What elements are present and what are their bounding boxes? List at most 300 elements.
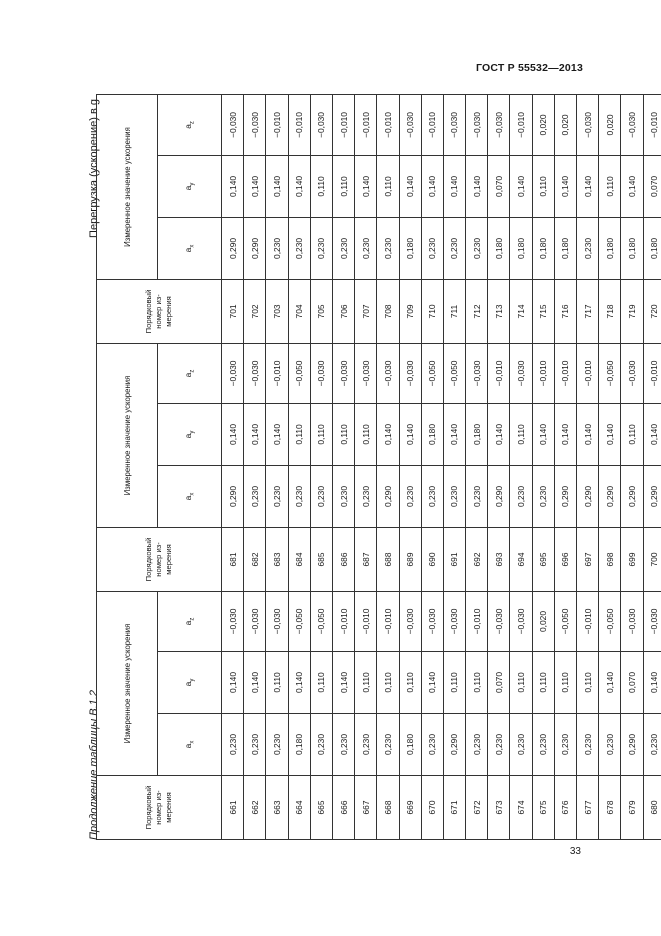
acceleration-value-cell: 0,020	[532, 591, 554, 651]
acceleration-value-cell: −0,050	[443, 343, 465, 403]
table-row	[244, 94, 266, 839]
acceleration-value-cell: 0,110	[332, 155, 354, 217]
measurement-number-cell: 663	[266, 776, 288, 840]
acceleration-value-cell: 0,230	[266, 217, 288, 279]
acceleration-value-cell: −0,030	[244, 343, 266, 403]
acceleration-value-cell: 0,070	[643, 155, 661, 217]
acceleration-value-cell: −0,030	[310, 94, 332, 155]
acceleration-value-cell: 0,230	[355, 465, 377, 527]
axis-base: a	[183, 124, 194, 129]
table-row	[466, 94, 488, 839]
acceleration-value-cell: −0,010	[332, 591, 354, 651]
measurement-number-cell: 673	[488, 776, 510, 840]
measurement-number-cell: 690	[421, 527, 443, 591]
measurement-number-cell: 686	[332, 527, 354, 591]
acceleration-value-cell: −0,010	[643, 94, 661, 155]
acceleration-value-cell: 0,140	[488, 403, 510, 465]
acceleration-value-cell: 0,110	[310, 652, 332, 714]
acceleration-value-cell: 0,290	[488, 465, 510, 527]
measurement-number-cell: 705	[310, 279, 332, 343]
measurement-number-cell: 680	[643, 776, 661, 840]
acceleration-value-cell: −0,010	[466, 591, 488, 651]
acceleration-value-cell: 0,140	[399, 403, 421, 465]
measurement-number-cell: 672	[466, 776, 488, 840]
acceleration-value-cell: −0,030	[466, 343, 488, 403]
acceleration-value-cell: −0,010	[355, 94, 377, 155]
acceleration-value-cell: 0,290	[621, 465, 643, 527]
axis-base: a	[183, 185, 194, 191]
acceleration-value-cell: 0,180	[488, 217, 510, 279]
axis-base: a	[183, 743, 194, 749]
acceleration-value-cell: 0,140	[288, 155, 310, 217]
acceleration-value-cell: −0,030	[399, 591, 421, 651]
acceleration-value-cell: 0,230	[244, 465, 266, 527]
acceleration-value-cell: 0,140	[332, 652, 354, 714]
acceleration-value-cell: 0,290	[377, 465, 399, 527]
acceleration-value-cell: 0,230	[532, 714, 554, 776]
acceleration-value-cell: 0,230	[310, 714, 332, 776]
acceleration-value-cell: 0,110	[288, 403, 310, 465]
acceleration-value-cell: 0,230	[355, 217, 377, 279]
acceleration-value-cell: 0,230	[421, 714, 443, 776]
seq-column-header: Порядковый номер из- мерения	[97, 279, 222, 343]
acceleration-value-cell: 0,140	[266, 155, 288, 217]
acceleration-value-cell: −0,030	[488, 94, 510, 155]
acceleration-value-cell: 0,180	[510, 217, 532, 279]
acceleration-value-cell: 0,020	[554, 94, 576, 155]
acceleration-value-cell: −0,010	[510, 94, 532, 155]
acceleration-value-cell: 0,140	[599, 652, 621, 714]
measurement-number-cell: 700	[643, 527, 661, 591]
acceleration-value-cell: −0,030	[643, 591, 661, 651]
acceleration-value-cell: 0,110	[510, 652, 532, 714]
acceleration-value-cell: 0,110	[310, 155, 332, 217]
acceleration-value-cell: −0,010	[377, 94, 399, 155]
acceleration-value-cell: −0,030	[443, 94, 465, 155]
acceleration-value-cell: −0,030	[244, 591, 266, 651]
acceleration-value-cell: 0,140	[599, 403, 621, 465]
acceleration-value-cell: 0,110	[310, 403, 332, 465]
axis-sub: y	[189, 430, 196, 434]
acceleration-value-cell: 0,110	[621, 403, 643, 465]
measurement-number-cell: 709	[399, 279, 421, 343]
acceleration-value-cell: −0,010	[554, 343, 576, 403]
measurement-number-cell: 693	[488, 527, 510, 591]
rotated-table-area	[88, 95, 660, 840]
acceleration-value-cell: 0,140	[222, 652, 244, 714]
axis-x-header	[158, 217, 222, 279]
acceleration-value-cell: 0,140	[222, 155, 244, 217]
axis-z-header	[158, 343, 222, 403]
acceleration-value-cell: −0,030	[510, 591, 532, 651]
acceleration-value-cell: −0,030	[266, 591, 288, 651]
acceleration-value-cell: −0,010	[332, 94, 354, 155]
measurement-number-cell: 683	[266, 527, 288, 591]
table-row	[510, 94, 532, 839]
acceleration-value-cell: 0,180	[288, 714, 310, 776]
acceleration-value-cell: 0,110	[532, 155, 554, 217]
table-body	[222, 94, 661, 839]
acceleration-value-cell: 0,110	[599, 155, 621, 217]
acceleration-value-cell: −0,010	[266, 94, 288, 155]
acceleration-value-cell: 0,110	[510, 403, 532, 465]
acceleration-value-cell: −0,030	[377, 343, 399, 403]
measurement-number-cell: 681	[222, 527, 244, 591]
acceleration-value-cell: 0,110	[355, 652, 377, 714]
axis-z-header	[158, 591, 222, 651]
measurement-number-cell: 662	[244, 776, 266, 840]
measurement-number-cell: 695	[532, 527, 554, 591]
acceleration-value-cell: −0,010	[643, 343, 661, 403]
acceleration-value-cell: −0,050	[599, 591, 621, 651]
acceleration-value-cell: 0,020	[532, 94, 554, 155]
table-row	[577, 94, 599, 839]
acceleration-value-cell: 0,230	[577, 714, 599, 776]
acceleration-value-cell: 0,290	[621, 714, 643, 776]
group-column-header: Измеренное значение ускорения	[97, 343, 158, 527]
measurement-number-cell: 712	[466, 279, 488, 343]
acceleration-value-cell: 0,140	[244, 403, 266, 465]
acceleration-value-cell: 0,230	[421, 465, 443, 527]
measurement-number-cell: 685	[310, 527, 332, 591]
acceleration-value-cell: 0,230	[288, 465, 310, 527]
acceleration-value-cell: 0,290	[599, 465, 621, 527]
measurement-number-cell: 702	[244, 279, 266, 343]
axis-base: a	[183, 681, 194, 687]
acceleration-value-cell: 0,140	[577, 155, 599, 217]
acceleration-value-cell: −0,030	[443, 591, 465, 651]
axis-y-header	[158, 403, 222, 465]
measurement-number-cell: 701	[222, 279, 244, 343]
table-continuation-caption: Продолжение таблицы В.1.2	[88, 690, 100, 840]
seq-column-header: Порядковый номер из- мерения	[97, 776, 222, 840]
acceleration-value-cell: 0,140	[421, 155, 443, 217]
measurement-number-cell: 664	[288, 776, 310, 840]
measurement-number-cell: 678	[599, 776, 621, 840]
measurement-number-cell: 661	[222, 776, 244, 840]
acceleration-value-cell: 0,140	[554, 155, 576, 217]
acceleration-value-cell: 0,140	[399, 155, 421, 217]
acceleration-table	[96, 94, 661, 840]
acceleration-value-cell: −0,030	[310, 343, 332, 403]
acceleration-value-cell: −0,050	[421, 343, 443, 403]
acceleration-value-cell: 0,230	[443, 465, 465, 527]
acceleration-value-cell: −0,030	[399, 343, 421, 403]
axis-base: a	[183, 372, 194, 378]
acceleration-value-cell: 0,140	[244, 155, 266, 217]
acceleration-value-cell: −0,050	[288, 343, 310, 403]
units-caption: Перегрузка (ускорение) в g	[88, 99, 100, 238]
acceleration-value-cell: −0,010	[421, 94, 443, 155]
acceleration-value-cell: 0,290	[577, 465, 599, 527]
measurement-number-cell: 682	[244, 527, 266, 591]
measurement-number-cell: 696	[554, 527, 576, 591]
acceleration-value-cell: −0,030	[466, 94, 488, 155]
acceleration-value-cell: 0,290	[244, 217, 266, 279]
acceleration-value-cell: −0,030	[399, 94, 421, 155]
acceleration-value-cell: 0,140	[266, 403, 288, 465]
measurement-number-cell: 718	[599, 279, 621, 343]
acceleration-value-cell: 0,230	[310, 465, 332, 527]
measurement-number-cell: 708	[377, 279, 399, 343]
measurement-number-cell: 707	[355, 279, 377, 343]
measurement-number-cell: 703	[266, 279, 288, 343]
acceleration-value-cell: 0,140	[532, 403, 554, 465]
measurement-number-cell: 720	[643, 279, 661, 343]
axis-base: a	[183, 433, 194, 439]
acceleration-value-cell: 0,110	[466, 652, 488, 714]
acceleration-value-cell: 0,140	[443, 155, 465, 217]
acceleration-value-cell: −0,030	[510, 343, 532, 403]
acceleration-value-cell: 0,230	[377, 714, 399, 776]
acceleration-value-cell: 0,230	[332, 217, 354, 279]
acceleration-value-cell: 0,070	[621, 652, 643, 714]
measurement-number-cell: 677	[577, 776, 599, 840]
axis-y-header	[158, 155, 222, 217]
measurement-number-cell: 704	[288, 279, 310, 343]
measurement-number-cell: 717	[577, 279, 599, 343]
acceleration-value-cell: 0,180	[399, 217, 421, 279]
acceleration-value-cell: 0,230	[643, 714, 661, 776]
axis-sub: x	[189, 492, 196, 496]
acceleration-value-cell: −0,030	[222, 343, 244, 403]
axis-sub: z	[189, 121, 196, 125]
table-row	[554, 94, 576, 839]
measurement-number-cell: 710	[421, 279, 443, 343]
measurement-number-cell: 694	[510, 527, 532, 591]
table-row	[488, 94, 510, 839]
measurement-number-cell: 679	[621, 776, 643, 840]
table-row	[599, 94, 621, 839]
acceleration-value-cell: 0,230	[332, 465, 354, 527]
measurement-number-cell: 684	[288, 527, 310, 591]
acceleration-value-cell: −0,030	[621, 94, 643, 155]
measurement-number-cell: 671	[443, 776, 465, 840]
table-row	[332, 94, 354, 839]
axis-x-header	[158, 465, 222, 527]
acceleration-value-cell: 0,180	[466, 403, 488, 465]
axis-base: a	[183, 620, 194, 626]
acceleration-value-cell: 0,140	[443, 403, 465, 465]
measurement-number-cell: 688	[377, 527, 399, 591]
acceleration-value-cell: 0,230	[466, 217, 488, 279]
seq-column-header: Порядковый номер из- мерения	[97, 527, 222, 591]
acceleration-value-cell: −0,010	[377, 591, 399, 651]
acceleration-value-cell: 0,110	[399, 652, 421, 714]
acceleration-value-cell: 0,140	[421, 652, 443, 714]
acceleration-value-cell: 0,110	[554, 652, 576, 714]
acceleration-value-cell: 0,140	[643, 652, 661, 714]
measurement-number-cell: 706	[332, 279, 354, 343]
acceleration-value-cell: 0,140	[554, 403, 576, 465]
acceleration-value-cell: 0,230	[266, 465, 288, 527]
group-column-header: Измеренное значение ускорения	[97, 591, 158, 775]
acceleration-value-cell: 0,140	[510, 155, 532, 217]
table-header-row	[97, 94, 158, 839]
measurement-number-cell: 669	[399, 776, 421, 840]
axis-sub: z	[189, 617, 196, 621]
acceleration-value-cell: 0,230	[377, 217, 399, 279]
measurement-number-cell: 691	[443, 527, 465, 591]
acceleration-value-cell: 0,290	[554, 465, 576, 527]
acceleration-value-cell: −0,050	[554, 591, 576, 651]
table-row	[532, 94, 554, 839]
acceleration-value-cell: 0,230	[332, 714, 354, 776]
table-row	[310, 94, 332, 839]
table-row	[643, 94, 661, 839]
acceleration-value-cell: 0,140	[244, 652, 266, 714]
acceleration-value-cell: 0,180	[532, 217, 554, 279]
table-row	[288, 94, 310, 839]
acceleration-value-cell: 0,140	[466, 155, 488, 217]
document-code: ГОСТ Р 55532—2013	[475, 62, 583, 74]
acceleration-value-cell: 0,180	[621, 217, 643, 279]
acceleration-value-cell: −0,030	[577, 94, 599, 155]
measurement-number-cell: 666	[332, 776, 354, 840]
acceleration-value-cell: 0,230	[310, 217, 332, 279]
measurement-number-cell: 698	[599, 527, 621, 591]
acceleration-value-cell: 0,140	[288, 652, 310, 714]
acceleration-value-cell: −0,010	[577, 591, 599, 651]
axis-x-header	[158, 714, 222, 776]
acceleration-value-cell: −0,010	[577, 343, 599, 403]
acceleration-value-cell: 0,230	[577, 217, 599, 279]
measurement-number-cell: 716	[554, 279, 576, 343]
table-row	[399, 94, 421, 839]
acceleration-value-cell: 0,110	[332, 403, 354, 465]
acceleration-value-cell: −0,010	[266, 343, 288, 403]
acceleration-value-cell: 0,230	[421, 217, 443, 279]
acceleration-value-cell: 0,230	[244, 714, 266, 776]
acceleration-value-cell: 0,140	[377, 403, 399, 465]
acceleration-value-cell: 0,230	[443, 217, 465, 279]
acceleration-value-cell: −0,010	[488, 343, 510, 403]
acceleration-value-cell: 0,230	[488, 714, 510, 776]
measurement-number-cell: 699	[621, 527, 643, 591]
acceleration-value-cell: −0,030	[621, 343, 643, 403]
acceleration-value-cell: 0,180	[554, 217, 576, 279]
acceleration-value-cell: −0,010	[532, 343, 554, 403]
acceleration-value-cell: −0,030	[488, 591, 510, 651]
axis-base: a	[183, 247, 194, 253]
acceleration-value-cell: 0,290	[643, 465, 661, 527]
acceleration-value-cell: 0,110	[443, 652, 465, 714]
acceleration-value-cell: 0,110	[266, 652, 288, 714]
acceleration-value-cell: 0,290	[443, 714, 465, 776]
acceleration-value-cell: −0,030	[621, 591, 643, 651]
axis-sub: y	[189, 182, 196, 186]
acceleration-value-cell: 0,180	[599, 217, 621, 279]
measurement-number-cell: 665	[310, 776, 332, 840]
measurement-number-cell: 689	[399, 527, 421, 591]
acceleration-value-cell: 0,180	[399, 714, 421, 776]
table-row	[621, 94, 643, 839]
acceleration-value-cell: 0,110	[577, 652, 599, 714]
measurement-number-cell: 667	[355, 776, 377, 840]
acceleration-value-cell: 0,110	[355, 403, 377, 465]
acceleration-value-cell: 0,230	[510, 714, 532, 776]
acceleration-value-cell: −0,030	[222, 94, 244, 155]
table-axis-row	[158, 94, 222, 839]
acceleration-value-cell: 0,230	[266, 714, 288, 776]
measurement-number-cell: 719	[621, 279, 643, 343]
table-row	[443, 94, 465, 839]
acceleration-value-cell: 0,180	[421, 403, 443, 465]
acceleration-value-cell: −0,030	[355, 343, 377, 403]
acceleration-value-cell: 0,230	[288, 217, 310, 279]
axis-sub: x	[189, 244, 196, 248]
acceleration-value-cell: 0,110	[377, 652, 399, 714]
acceleration-value-cell: 0,140	[643, 403, 661, 465]
axis-sub: y	[189, 678, 196, 682]
acceleration-value-cell: 0,140	[222, 403, 244, 465]
acceleration-value-cell: 0,180	[643, 217, 661, 279]
table-row	[222, 94, 244, 839]
table-row	[266, 94, 288, 839]
table-row	[421, 94, 443, 839]
acceleration-value-cell: 0,230	[355, 714, 377, 776]
acceleration-value-cell: 0,140	[621, 155, 643, 217]
measurement-number-cell: 711	[443, 279, 465, 343]
acceleration-value-cell: 0,230	[532, 465, 554, 527]
acceleration-value-cell: 0,290	[222, 465, 244, 527]
page-number: 33	[569, 846, 581, 857]
measurement-number-cell: 674	[510, 776, 532, 840]
acceleration-value-cell: −0,050	[599, 343, 621, 403]
acceleration-value-cell: 0,230	[554, 714, 576, 776]
table-row	[355, 94, 377, 839]
acceleration-value-cell: −0,050	[310, 591, 332, 651]
axis-sub: z	[189, 369, 196, 373]
acceleration-value-cell: 0,230	[599, 714, 621, 776]
acceleration-value-cell: 0,230	[466, 714, 488, 776]
measurement-number-cell: 697	[577, 527, 599, 591]
measurement-number-cell: 668	[377, 776, 399, 840]
acceleration-value-cell: −0,010	[355, 591, 377, 651]
acceleration-value-cell: −0,030	[332, 343, 354, 403]
acceleration-value-cell: 0,140	[577, 403, 599, 465]
measurement-number-cell: 713	[488, 279, 510, 343]
acceleration-value-cell: −0,010	[288, 94, 310, 155]
axis-base: a	[183, 495, 194, 501]
measurement-number-cell: 714	[510, 279, 532, 343]
acceleration-value-cell: −0,030	[222, 591, 244, 651]
axis-z-header	[158, 94, 222, 155]
acceleration-value-cell: 0,070	[488, 652, 510, 714]
acceleration-value-cell: 0,230	[399, 465, 421, 527]
acceleration-value-cell: 0,230	[510, 465, 532, 527]
acceleration-value-cell: 0,290	[222, 217, 244, 279]
acceleration-value-cell: −0,030	[421, 591, 443, 651]
measurement-number-cell: 676	[554, 776, 576, 840]
acceleration-value-cell: −0,050	[288, 591, 310, 651]
measurement-number-cell: 687	[355, 527, 377, 591]
group-column-header: Измеренное значение ускорения	[97, 94, 158, 279]
acceleration-value-cell: 0,110	[377, 155, 399, 217]
measurement-number-cell: 675	[532, 776, 554, 840]
acceleration-value-cell: −0,030	[244, 94, 266, 155]
acceleration-value-cell: 0,070	[488, 155, 510, 217]
table-row	[377, 94, 399, 839]
measurement-number-cell: 715	[532, 279, 554, 343]
acceleration-value-cell: 0,140	[355, 155, 377, 217]
acceleration-value-cell: 0,230	[222, 714, 244, 776]
axis-sub: x	[189, 740, 196, 744]
measurement-number-cell: 670	[421, 776, 443, 840]
axis-y-header	[158, 652, 222, 714]
acceleration-value-cell: 0,110	[532, 652, 554, 714]
acceleration-value-cell: 0,020	[599, 94, 621, 155]
